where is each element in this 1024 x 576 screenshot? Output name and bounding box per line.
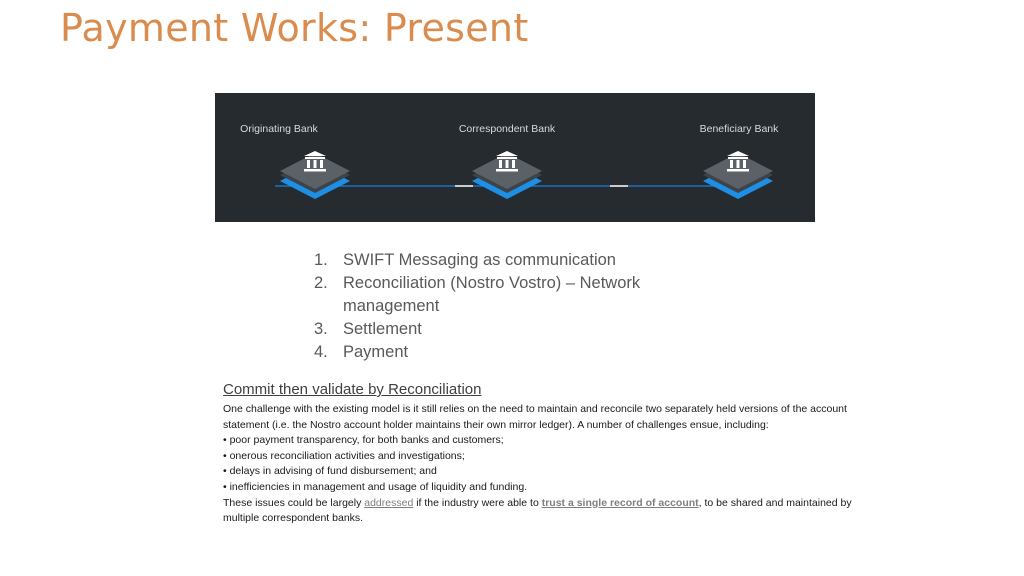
list-item: [314, 341, 673, 364]
beneficiary-bank-node: [703, 151, 773, 199]
list-number: 3.: [314, 320, 328, 338]
list-item: [314, 318, 673, 341]
note-bullet: • poor payment transparency, for both banks and customers;: [223, 434, 504, 447]
list-number: 1.: [314, 251, 328, 269]
slide-title: Payment Works: Present: [60, 6, 529, 50]
list-item: [314, 249, 673, 272]
closing-text: , to be shared and maintained by multiple correspondent banks.: [223, 496, 852, 525]
payment-flow-diagram: [215, 93, 815, 222]
single-record-link[interactable]: trust a single record of account: [541, 496, 699, 509]
list-text: Payment: [343, 343, 409, 361]
note-closing: [223, 496, 873, 527]
correspondent-bank-node: [472, 151, 542, 199]
list-text: SWIFT Messaging as communication: [343, 251, 616, 269]
list-number: 4.: [314, 343, 328, 361]
note-bullet: • onerous reconciliation activities and investigations;: [223, 449, 465, 462]
note-bullet: • delays in advising of fund disbursement; and: [223, 465, 437, 478]
beneficiary-bank-label: Beneficiary Bank: [699, 123, 779, 135]
originating-bank-node: [280, 151, 350, 199]
list-text: Settlement: [343, 320, 422, 338]
note-bullet: • inefficiencies in management and usage of liquidity and funding.: [223, 480, 528, 493]
note-heading: Commit then validate by Reconciliation: [223, 381, 482, 398]
addressed-link[interactable]: addressed: [364, 496, 414, 509]
reconciliation-note: [223, 380, 873, 527]
closing-text: if the industry were able to: [413, 496, 542, 509]
diagram-graphic: [215, 93, 815, 222]
closing-text: These issues could be largely: [223, 496, 365, 509]
note-intro: One challenge with the existing model is it still relies on the need to maintain and reconcile two separately held versions of the account statement (i.e. the Nostro account holder maintains their own mirror ledger). A number of challenges ensue, including:: [223, 403, 847, 431]
originating-bank-label: Originating Bank: [240, 123, 318, 135]
numbered-list: [314, 249, 673, 364]
list-number: 2.: [314, 274, 328, 292]
list-item: [314, 272, 673, 318]
list-text: Reconciliation (Nostro Vostro) – Network management: [343, 274, 641, 315]
correspondent-bank-label: Correspondent Bank: [458, 123, 556, 135]
